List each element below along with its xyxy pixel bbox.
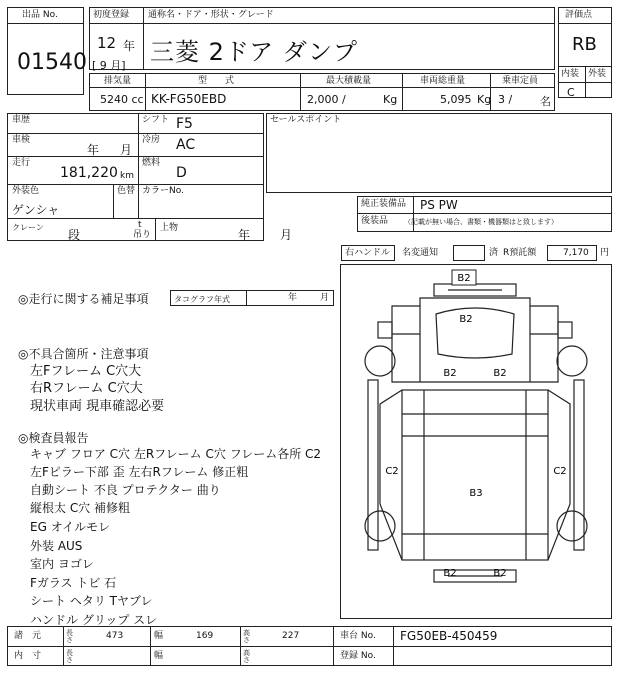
model-name: 三菱 2ドア ダンプ [150, 38, 359, 66]
length-value: 473 [106, 631, 124, 641]
report-item: 外装 AUS [30, 539, 83, 553]
ext-color-label: 外装色 [12, 186, 40, 196]
damage-mark: B2 [493, 568, 507, 579]
width-value: 169 [196, 631, 214, 641]
damage-mark: C2 [553, 466, 567, 477]
damage-mark: B2 [443, 368, 457, 379]
report-item: シート ヘタリ Tヤブレ [30, 594, 153, 608]
report-item: 室内 ヨゴレ [30, 557, 94, 571]
damage-mark: B2 [443, 568, 457, 579]
body-year-unit: 年 [238, 228, 251, 242]
damage-mark: B2 [493, 368, 507, 379]
mileage-unit: km [120, 171, 134, 181]
extra-note: （記載が無い場合、書類・機器類はと致します） [404, 218, 558, 226]
length-label: 長さ [66, 629, 73, 644]
mileage-value: 181,220 [60, 165, 118, 181]
inspect-label: 車検 [12, 135, 31, 145]
crane-stage: 段 [68, 228, 81, 242]
body-label: 上物 [160, 223, 179, 233]
extra-label: 後装品 [361, 216, 389, 226]
history-label: 車歴 [12, 115, 31, 125]
handle-value: 右ハンドル [345, 248, 391, 258]
ac-label: 冷房 [142, 135, 161, 145]
report-item: キャブ フロア C穴 左Rフレーム C穴 フレーム各所 C2 [30, 447, 322, 461]
height-label: 高さ [243, 629, 250, 644]
report-item: 縦根太 C穴 補修粗 [30, 501, 131, 515]
color-no-label: カラーNo. [142, 186, 184, 196]
sales-point-box [266, 113, 612, 193]
inner-width-label: 幅 [154, 651, 164, 661]
inner-dims-label: 内 寸 [14, 651, 42, 661]
crane-lift: 吊り [133, 230, 152, 240]
max-load: 2,000 / [307, 93, 346, 106]
report-item: 左Fピラー下部 歪 左右Rフレーム 修正粗 [30, 465, 249, 479]
grade-value: RB [572, 34, 597, 55]
deposit-mark: 済 [489, 248, 499, 258]
mileage-label: 走行 [12, 158, 31, 168]
defects-title: ◎不具合箇所・注意事項 [18, 347, 149, 361]
exterior-label: 外装 [588, 69, 607, 79]
capacity-label: 乗車定員 [502, 76, 539, 86]
damage-mark: C2 [385, 466, 399, 477]
shift-label: シフト [142, 115, 170, 125]
capacity: 3 / [498, 93, 513, 106]
inner-height-label: 高さ [243, 649, 250, 664]
fuel-label: 燃料 [142, 158, 161, 168]
gross-weight-unit: Kg [477, 93, 492, 106]
chassis-number: FG50EB-450459 [400, 629, 498, 643]
interior-grade: C [567, 86, 575, 99]
tacho-label: タコグラフ年式 [174, 295, 230, 304]
displacement: 5240 cc [100, 93, 144, 106]
damage-mark: B2 [459, 314, 473, 325]
gross-weight: 5,095 [440, 93, 472, 106]
report-item: ハンドル グリップ スレ [30, 613, 158, 627]
first-reg-label: 初度登録 [93, 10, 130, 20]
inner-length-label: 長さ [66, 649, 73, 664]
max-load-unit: Kg [383, 93, 398, 106]
defect-item: 現状車両 現車確認必要 [30, 399, 165, 414]
lot-label: 出品 No. [22, 10, 58, 20]
shift-value: F5 [176, 116, 193, 132]
model-code: KK-FG50EBD [151, 92, 227, 106]
inspect-year-unit: 年 [87, 143, 100, 157]
reg-year-unit: 年 [123, 39, 136, 53]
defect-item: 右Rフレーム C穴大 [30, 381, 143, 396]
ext-color-value: ゲンシャ [12, 203, 60, 217]
capacity-unit: 名 [540, 95, 551, 108]
load-label: 最大積載量 [326, 76, 372, 86]
deposit-label: R預託額 [503, 248, 537, 258]
inspector-title: ◎検査員報告 [18, 431, 89, 445]
damage-mark: B3 [469, 488, 483, 499]
report-item: Fガラス トビ 石 [30, 576, 117, 590]
damage-mark: B2 [457, 273, 471, 284]
name-change-box [453, 245, 485, 261]
width-label: 幅 [154, 631, 164, 641]
report-item: EG オイルモレ [30, 520, 111, 534]
lot-number: 01540 [17, 50, 87, 75]
drive-notes-title: ◎走行に関する補足事項 [18, 292, 149, 306]
crane-label: クレーン [12, 223, 44, 232]
reg-no-label: 登録 No. [340, 651, 376, 661]
model-code-label: 型 式 [198, 76, 235, 86]
ac-value: AC [176, 137, 196, 153]
crane-t: t [138, 220, 142, 230]
tacho-month-unit: 月 [320, 293, 330, 303]
reg-month: [ 9 月] [92, 59, 126, 72]
deposit-value: 7,170 [563, 248, 589, 258]
body-month-unit: 月 [280, 228, 293, 242]
deposit-unit: 円 [600, 248, 610, 258]
height-value: 227 [282, 631, 300, 641]
name-change-label: 名変通知 [402, 248, 439, 258]
name-header: 通称名・ドア・形状・グレード [148, 10, 274, 20]
equip-label: 純正装備品 [361, 199, 407, 209]
sales-point-label: セールスポイント [270, 115, 342, 125]
tacho-year-unit: 年 [288, 293, 298, 303]
grade-label: 評価点 [565, 10, 593, 20]
vehicle-damage-diagram [340, 264, 612, 619]
chassis-label: 車台 No. [340, 631, 376, 641]
color-change-label: 色替 [117, 186, 136, 196]
defect-item: 左Fフレーム C穴大 [30, 364, 142, 379]
interior-label: 内装 [561, 69, 580, 79]
fuel-value: D [176, 165, 187, 181]
dims-label: 諸 元 [14, 631, 42, 641]
inspect-month-unit: 月 [120, 143, 133, 157]
report-item: 自動シート 不良 プロテクター 曲り [30, 483, 221, 497]
disp-label: 排気量 [104, 76, 132, 86]
gross-label: 車両総重量 [420, 76, 466, 86]
reg-year: 12 [97, 34, 117, 52]
equip-value: PS PW [420, 198, 458, 212]
